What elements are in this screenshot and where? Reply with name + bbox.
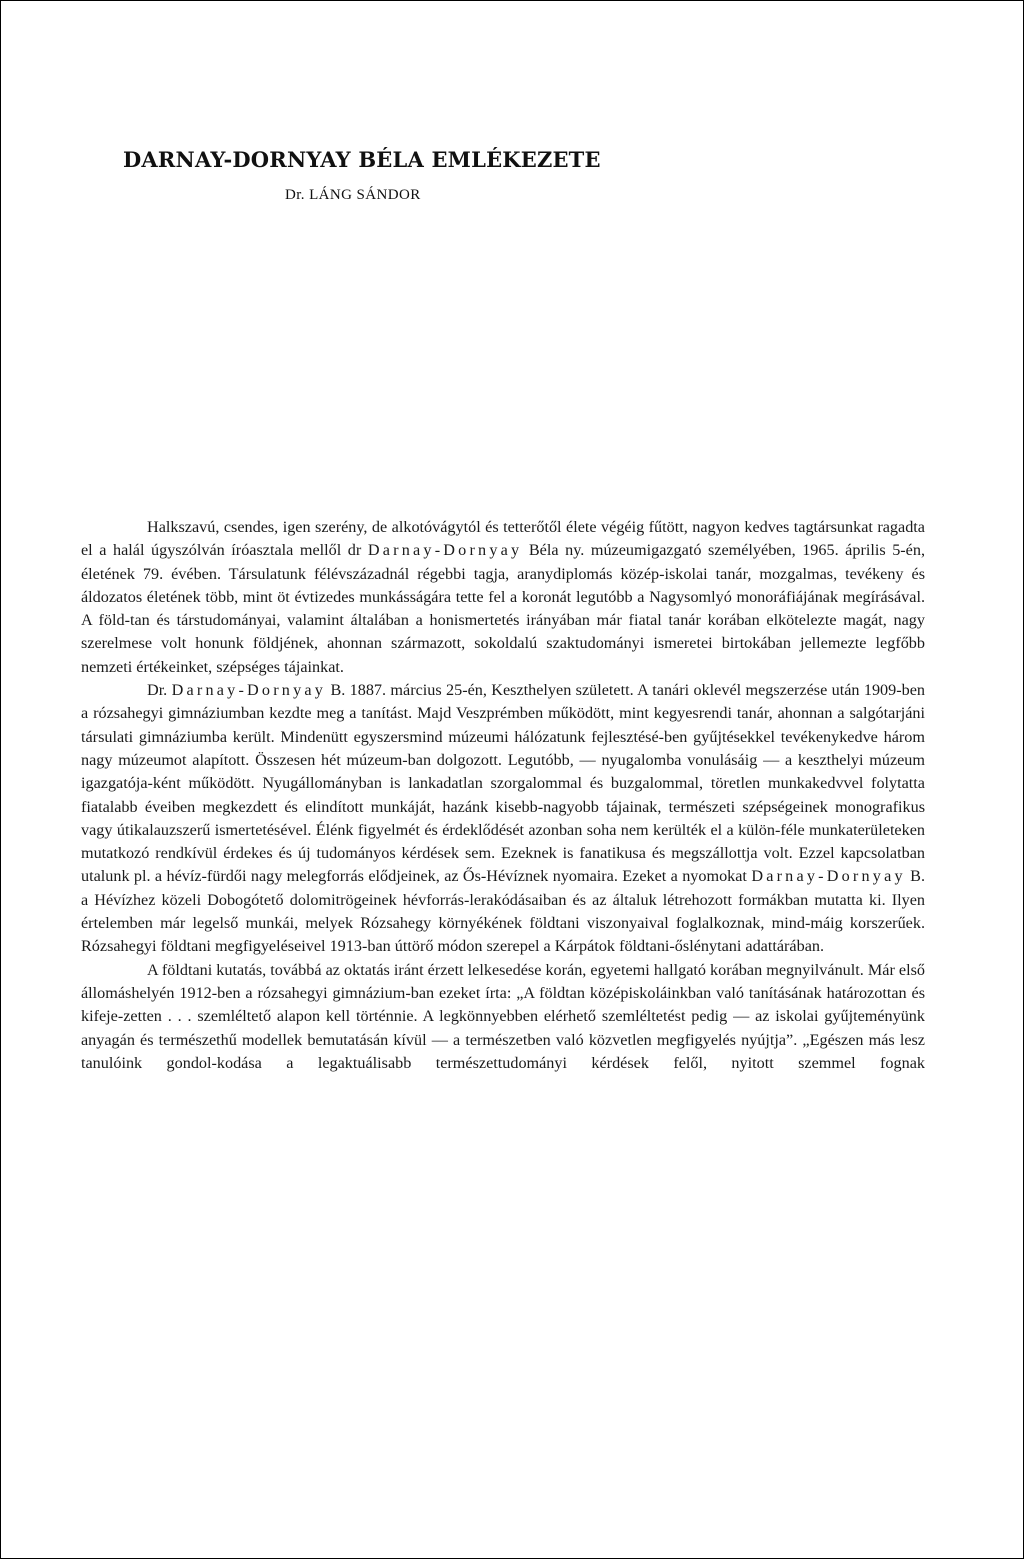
paragraph-2 (81, 679, 925, 959)
paragraph-1 (81, 516, 925, 679)
author-byline (285, 187, 421, 204)
article-title: DARNAY-DORNYAY BÉLA EMLÉKEZETE (123, 147, 601, 172)
p1-spaced-name: Darnay-Dornyay (367, 541, 523, 560)
article-body (81, 516, 925, 1075)
p1-text-b: Béla ny. múzeumigazgató személyében, 1965. április 5-én, életének 79. évében. Társulatunk félévszázadnál régebbi tagja, aranydiplomás közép-iskolai tanár, mozgalmas, tevékeny és áldozatos életének több, mint öt évtizedes munkásságára tette fel a koronát legutóbb a Nagysomlyó monoráfiájának megírásával. A föld-tan és társtudományai, valamint általában a honismertetés irányában már fiatal tanár korában elkötelezte magát, nagy szerelmese volt honunk földjének, ahonnan származott, sokoldalú szaktudományi ismeretei birtokában jellemezte legfőbb nemzeti értékeinket, szépséges tájainkat. (81, 541, 926, 676)
p2-text-b: B. 1887. március 25-én, Keszthelyen született. A tanári oklevél megszerzése után 1909-ben a rózsahegyi gimnáziumban kezdte meg a tanítást. Majd Veszprémben működött, mint kegyesrendi tanár, ahonnan a salgótarjáni társulati gimnáziumba került. Mindenütt egyszersmind múzeumi hálózatunk fejlesztésé-ben gyűjtésekkel tevékenykedve három nagy múzeumot alapított. Összesen hét múzeum-ban dolgozott. Legutóbb, — nyugalomba vonulásáig — a keszthelyi múzeum igazgatója-ként működött. Nyugállományban is lankadatlan szorgalommal és buzgalommal, töretlen munkakedvvel folytatta fiatalabb éveiben megkezdett és elindított munkáját, hazánk kisebb-nagyobb tájainak, természeti szépségeinek monografikus vagy útikalauzszerű ismertetésével. Élénk figyelmét és érdeklődését azonban soha nem kerülték el a külön-féle munkaterületeken mutatkozó rendkívül érdekes és új tudományos kérdések sem. Ezeknek is fanatikusa és megszállottja volt. Ezzel kapcsolatban utalunk pl. a hévíz-fürdői nagy melegforrás elődjeinek, az Ős-Hévíznek nyomaira. Ezeket a nyomokat (81, 681, 926, 886)
p2-text-c: B. a Hévízhez közeli Dobogótető dolomitrögeinek hévforrás-lerakódásaiban és az általuk létrehozott formákban mutatta ki. Ilyen értelemben már legelső munkái, melyek Rózsahegy környékének földtani viszonyaival foglalkoznak, mind-máig korszerűek. Rózsahegyi földtani megfigyeléseivel 1913-ban úttörő módon szerepel a Kárpátok földtani-őslénytani adattárában. (81, 867, 925, 956)
p1-text-a: Halkszavú, csendes, igen szerény, de alkotóvágytól és tetterőtől élete végéig fűtött, nagyon kedves tagtársunkat ragadta el a halál úgyszólván íróasztala mellől dr (81, 518, 925, 560)
p2-spaced-name-2: Darnay-Dornyay (751, 867, 906, 886)
paragraph-3: A földtani kutatás, továbbá az oktatás iránt érzett lelkesedése korán, egyetemi hallgató korában megnyilvánult. Már első állomáshelyén 1912-ben a rózsahegyi gimnázium-ban ezeket írta: „A földtan középiskoláinkban való tanításának határozottan és kifeje-zetten . . . szemléltető alapon kell történnie. A legkönnyebben elérhető szemléltetést pedig — az iskolai gyűjteményünk anyagán és természethű modellek bemutatásán kívül — a természetben való közvetlen megfigyelés nyújtja”. „Egészen más lesz tanulóink gondol-kodása a legaktuálisabb természettudományi kérdések felől, nyitott szemmel fognak (81, 960, 925, 1072)
p2-text-a: Dr. (147, 681, 172, 700)
author-name: LÁNG SÁNDOR (309, 187, 421, 203)
p2-spaced-name: Darnay-Dornyay (171, 681, 327, 700)
author-prefix: Dr. (285, 187, 305, 203)
